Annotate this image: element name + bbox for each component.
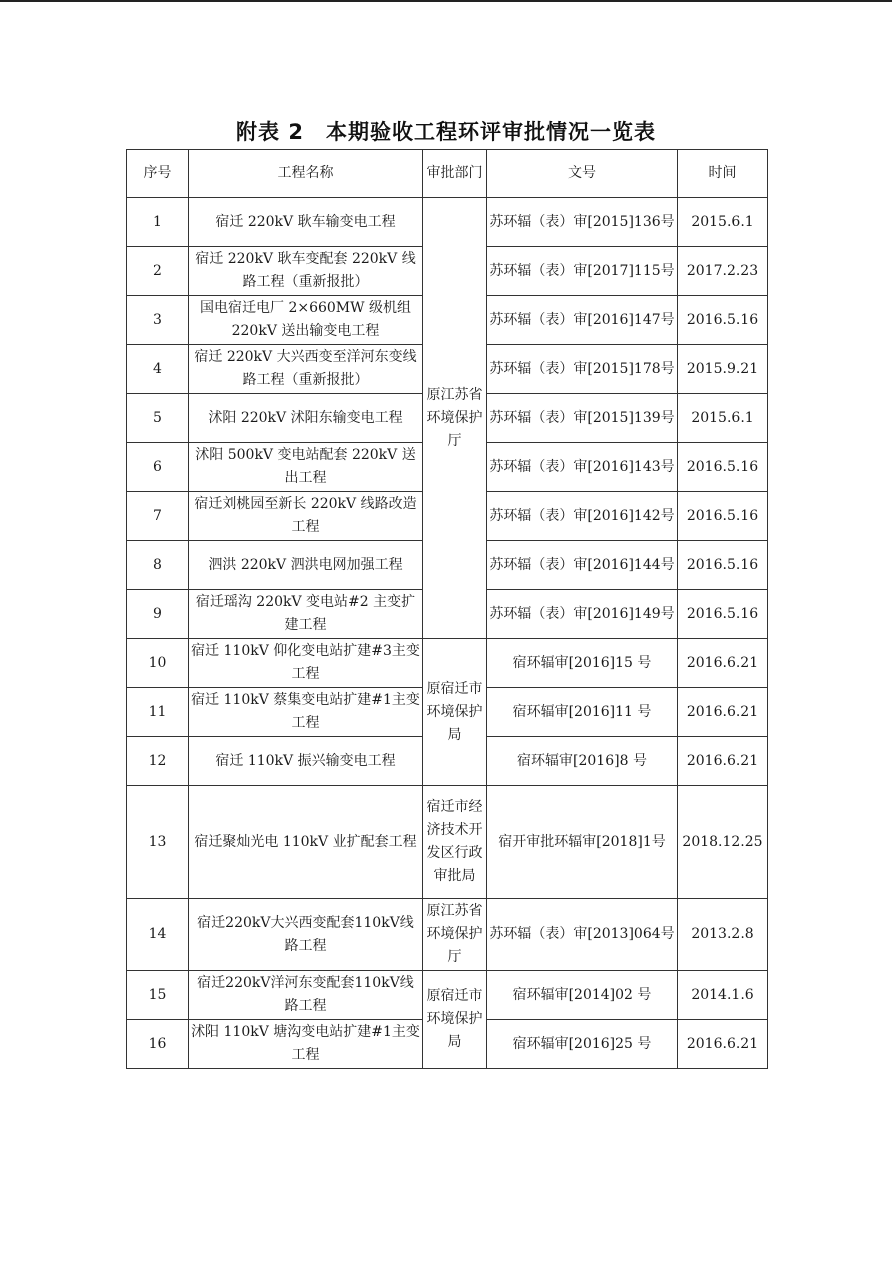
cell-doc: 宿环辐审[2016]11 号: [487, 688, 678, 737]
cell-project: 宿迁220kV大兴西变配套110kV线路工程: [189, 899, 423, 971]
page-title: 附表 2 本期验收工程环评审批情况一览表: [236, 120, 656, 144]
header-index: 序号: [127, 150, 189, 198]
cell-doc: 宿环辐审[2014]02 号: [487, 971, 678, 1020]
cell-index: 4: [127, 345, 189, 394]
cell-doc: 苏环辐（表）审[2016]147号: [487, 296, 678, 345]
approval-table: [126, 149, 768, 1069]
cell-doc: 苏环辐（表）审[2016]142号: [487, 492, 678, 541]
cell-date: 2017.2.23: [678, 247, 768, 296]
cell-project: 沭阳 110kV 塘沟变电站扩建#1主变工程: [189, 1020, 423, 1069]
cell-index: 14: [127, 899, 189, 971]
cell-project: 沭阳 220kV 沭阳东输变电工程: [189, 394, 423, 443]
cell-date: 2013.2.8: [678, 899, 768, 971]
cell-date: 2016.6.21: [678, 688, 768, 737]
cell-doc: 苏环辐（表）审[2016]143号: [487, 443, 678, 492]
cell-project: 泗洪 220kV 泗洪电网加强工程: [189, 541, 423, 590]
cell-date: 2015.6.1: [678, 394, 768, 443]
table-header-row: [127, 150, 768, 198]
cell-project: 宿迁瑶沟 220kV 变电站#2 主变扩建工程: [189, 590, 423, 639]
cell-date: 2015.6.1: [678, 198, 768, 247]
cell-index: 10: [127, 639, 189, 688]
cell-index: 3: [127, 296, 189, 345]
cell-index: 1: [127, 198, 189, 247]
cell-project: 宿迁 110kV 蔡集变电站扩建#1主变工程: [189, 688, 423, 737]
header-date: 时间: [678, 150, 768, 198]
cell-index: 13: [127, 786, 189, 899]
cell-doc: 苏环辐（表）审[2015]136号: [487, 198, 678, 247]
cell-dept: 原宿迁市环境保护局: [423, 639, 487, 786]
cell-project: 宿迁 220kV 大兴西变至洋河东变线路工程（重新报批）: [189, 345, 423, 394]
cell-dept: 原宿迁市环境保护局: [423, 971, 487, 1069]
header-project: 工程名称: [189, 150, 423, 198]
header-doc: 文号: [487, 150, 678, 198]
cell-project: 国电宿迁电厂 2×660MW 级机组 220kV 送出输变电工程: [189, 296, 423, 345]
cell-date: 2016.5.16: [678, 590, 768, 639]
cell-index: 2: [127, 247, 189, 296]
cell-doc: 苏环辐（表）审[2016]144号: [487, 541, 678, 590]
cell-doc: 宿开审批环辐审[2018]1号: [487, 786, 678, 899]
cell-project: 宿迁220kV洋河东变配套110kV线路工程: [189, 971, 423, 1020]
cell-index: 6: [127, 443, 189, 492]
cell-doc: 苏环辐（表）审[2015]178号: [487, 345, 678, 394]
page-top-rule: [0, 0, 892, 2]
cell-doc: 苏环辐（表）审[2016]149号: [487, 590, 678, 639]
cell-index: 15: [127, 971, 189, 1020]
cell-project: 宿迁 220kV 耿车变配套 220kV 线路工程（重新报批）: [189, 247, 423, 296]
cell-project: 宿迁刘桃园至新长 220kV 线路改造工程: [189, 492, 423, 541]
cell-doc: 宿环辐审[2016]15 号: [487, 639, 678, 688]
cell-dept: 宿迁市经济技术开发区行政审批局: [423, 786, 487, 899]
cell-dept: 原江苏省环境保护厅: [423, 899, 487, 971]
cell-index: 8: [127, 541, 189, 590]
cell-date: 2016.6.21: [678, 639, 768, 688]
cell-project: 宿迁 110kV 振兴输变电工程: [189, 737, 423, 786]
cell-doc: 苏环辐（表）审[2013]064号: [487, 899, 678, 971]
table-row: [127, 639, 768, 688]
cell-index: 11: [127, 688, 189, 737]
cell-date: 2016.5.16: [678, 492, 768, 541]
cell-index: 5: [127, 394, 189, 443]
cell-date: 2016.5.16: [678, 443, 768, 492]
cell-project: 宿迁 110kV 仰化变电站扩建#3主变工程: [189, 639, 423, 688]
cell-project: 宿迁 220kV 耿车输变电工程: [189, 198, 423, 247]
cell-doc: 宿环辐审[2016]25 号: [487, 1020, 678, 1069]
cell-project: 沭阳 500kV 变电站配套 220kV 送出工程: [189, 443, 423, 492]
cell-dept: 原江苏省环境保护厅: [423, 198, 487, 639]
cell-index: 7: [127, 492, 189, 541]
cell-doc: 苏环辐（表）审[2015]139号: [487, 394, 678, 443]
cell-date: 2016.6.21: [678, 1020, 768, 1069]
cell-date: 2016.5.16: [678, 296, 768, 345]
cell-doc: 宿环辐审[2016]8 号: [487, 737, 678, 786]
cell-index: 9: [127, 590, 189, 639]
cell-index: 12: [127, 737, 189, 786]
table-row: [127, 198, 768, 247]
cell-doc: 苏环辐（表）审[2017]115号: [487, 247, 678, 296]
cell-date: 2014.1.6: [678, 971, 768, 1020]
cell-project: 宿迁聚灿光电 110kV 业扩配套工程: [189, 786, 423, 899]
cell-date: 2015.9.21: [678, 345, 768, 394]
table-row: [127, 786, 768, 899]
cell-date: 2016.6.21: [678, 737, 768, 786]
cell-date: 2018.12.25: [678, 786, 768, 899]
table-row: [127, 899, 768, 971]
header-dept: 审批部门: [423, 150, 487, 198]
table-row: [127, 971, 768, 1020]
cell-date: 2016.5.16: [678, 541, 768, 590]
cell-index: 16: [127, 1020, 189, 1069]
